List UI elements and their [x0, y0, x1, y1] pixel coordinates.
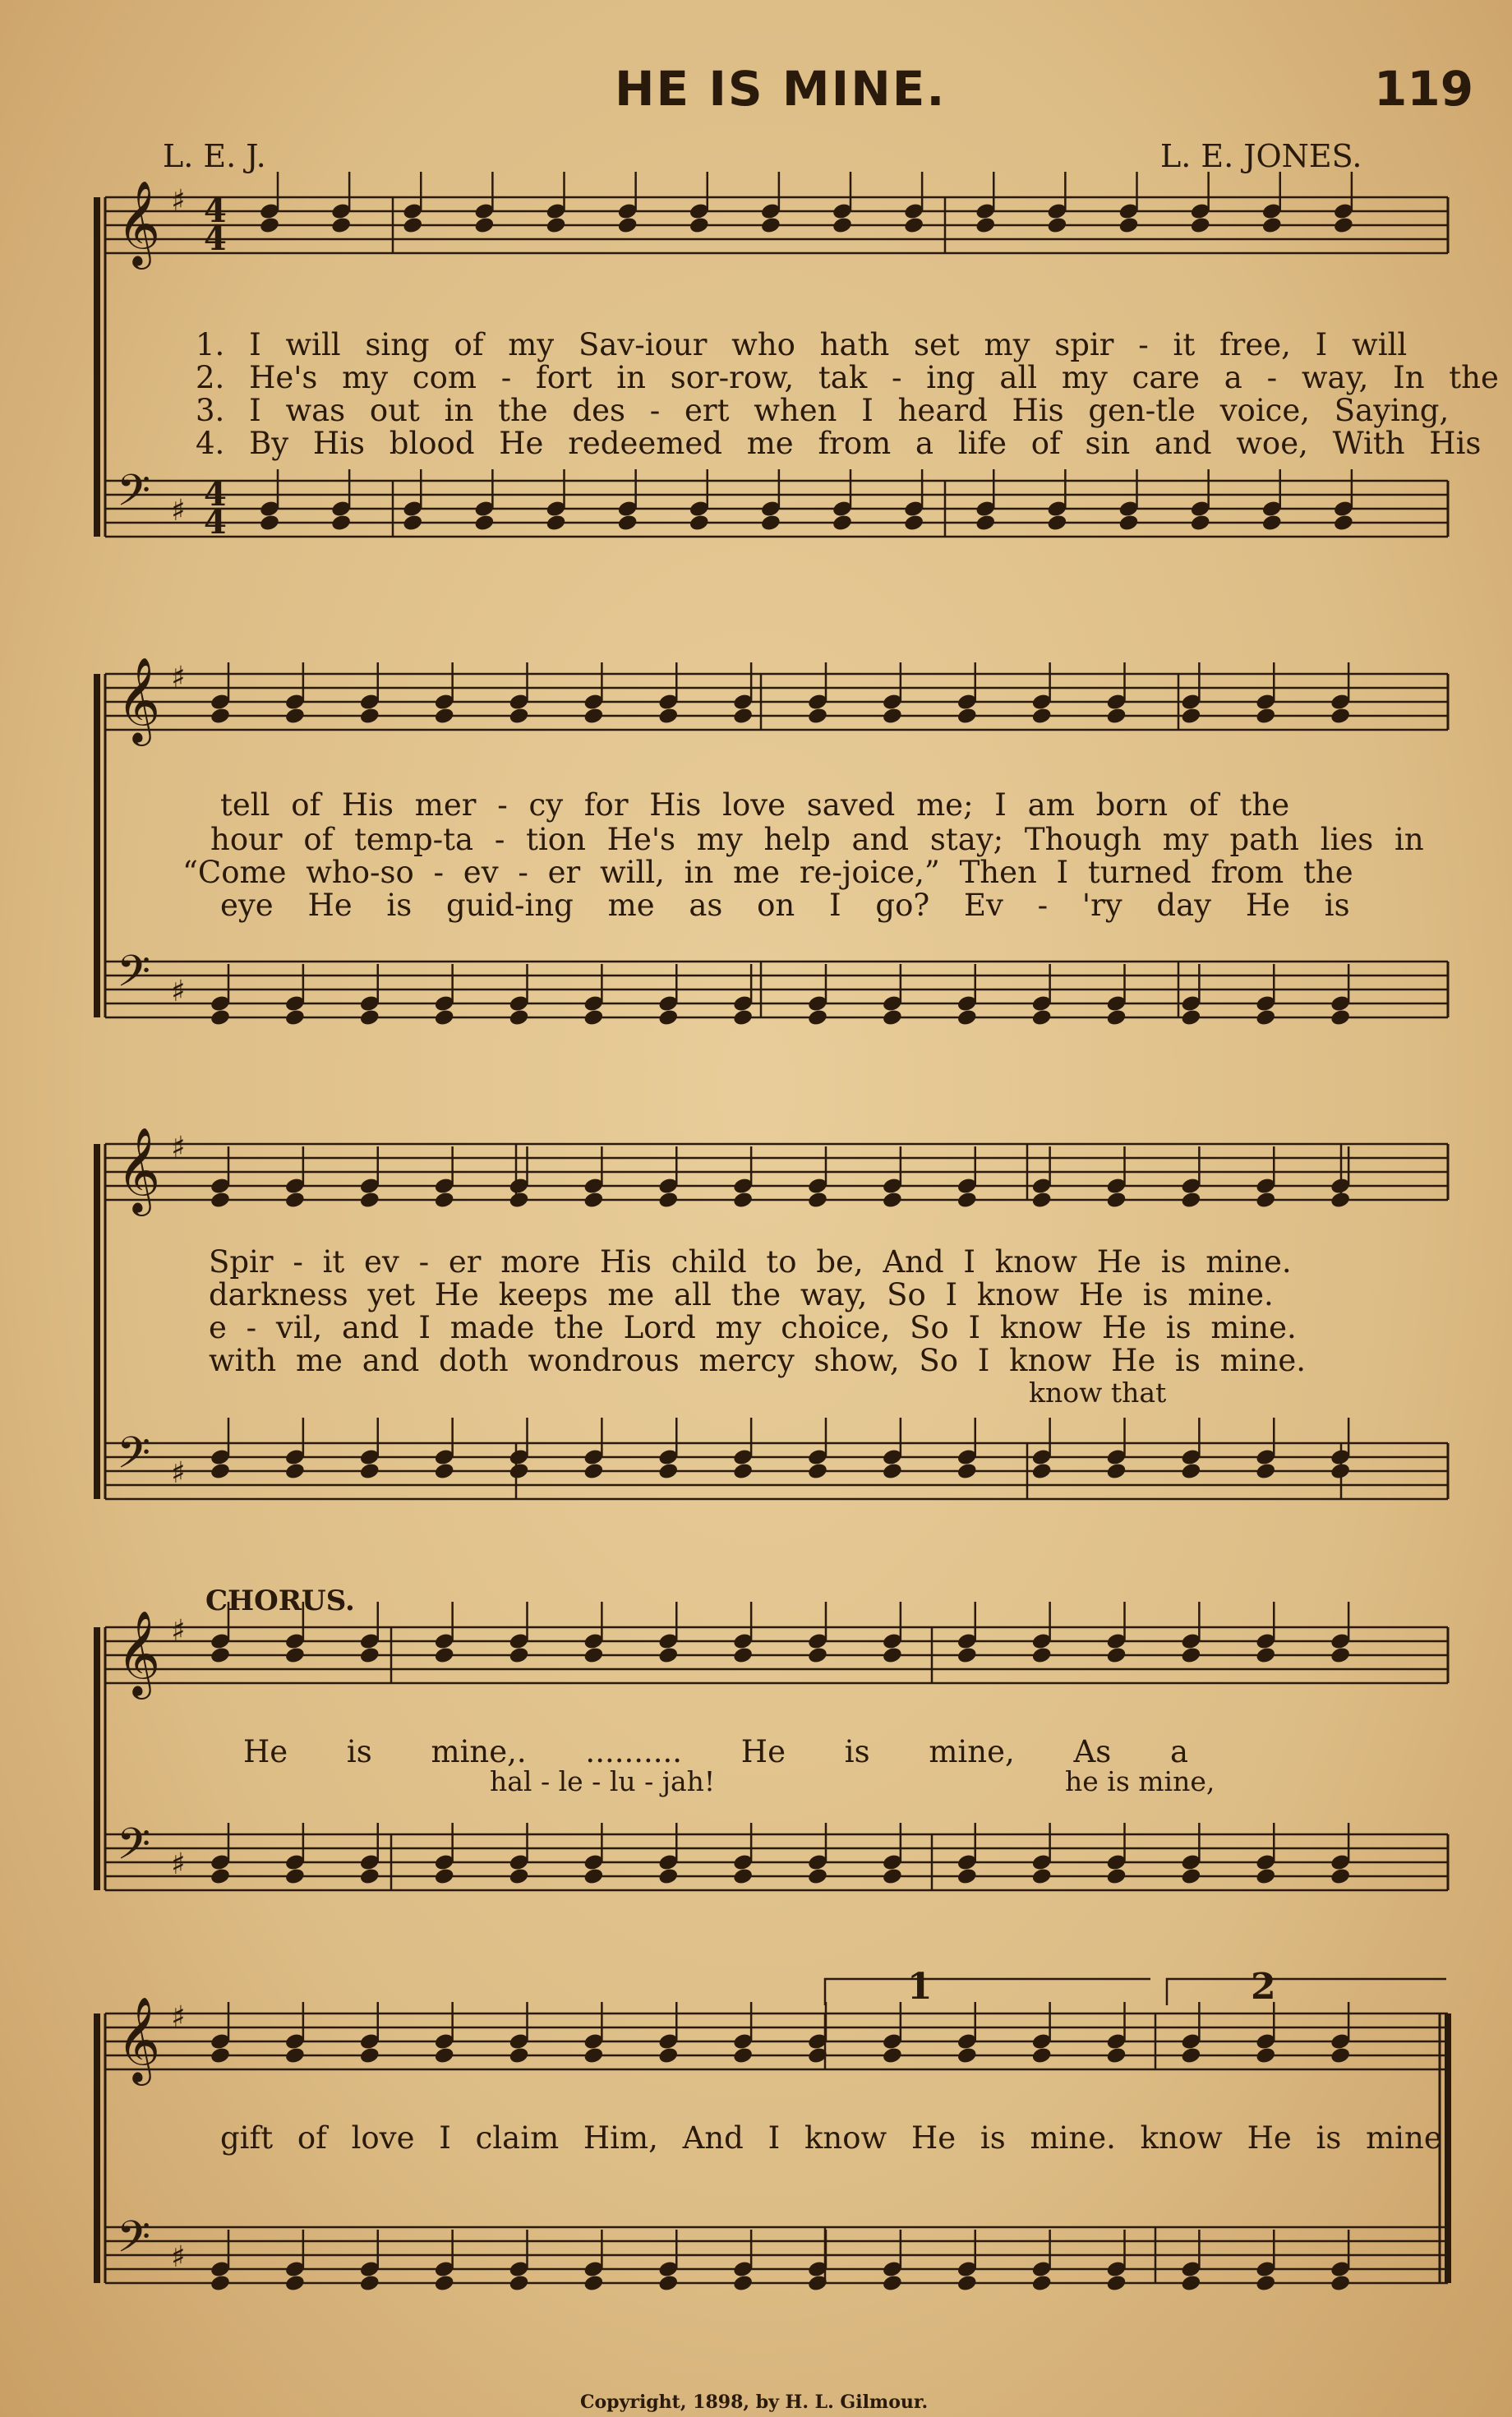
note-head [807, 1867, 828, 1886]
note-head [284, 1646, 306, 1665]
note-head [657, 1867, 679, 1886]
note-head [1180, 707, 1201, 726]
bass-clef-icon: 𝄢 [117, 1428, 151, 1489]
note-head [1330, 2274, 1351, 2293]
note-head [882, 1008, 903, 1027]
note-head [210, 707, 231, 726]
note-head [975, 514, 996, 533]
note-head [434, 1867, 455, 1886]
note-head [1255, 1867, 1276, 1886]
note-head [1105, 1191, 1127, 1210]
note-head [807, 707, 828, 726]
note-head [1031, 1462, 1053, 1481]
note-head [1333, 216, 1354, 235]
note-head [807, 1462, 828, 1481]
note-head [832, 514, 853, 533]
composer-credit: L. E. JONES. [1160, 138, 1362, 174]
bass-clef-icon: 𝄢 [117, 466, 151, 527]
note-head [1330, 1462, 1351, 1481]
note-head [359, 1462, 380, 1481]
sharp-icon: ♯ [171, 1614, 186, 1648]
note-head [657, 1191, 679, 1210]
note-head [473, 514, 495, 533]
first-ending-bracket [825, 1979, 1150, 2005]
note-head [1105, 1867, 1127, 1886]
note-head [284, 2046, 306, 2065]
note-head [957, 1867, 978, 1886]
note-head [732, 707, 754, 726]
chorus-alto-hallelujah: hal - le - lu - jah! [490, 1765, 716, 1797]
note-head [359, 1646, 380, 1665]
sharp-icon: ♯ [171, 661, 186, 694]
note-head [583, 2046, 604, 2065]
note-head [903, 514, 924, 533]
note-head [210, 1867, 231, 1886]
note-head [359, 707, 380, 726]
note-head [1330, 2046, 1351, 2065]
sharp-icon: ♯ [171, 2240, 186, 2274]
note-head [210, 2046, 231, 2065]
note-head [434, 1646, 455, 1665]
treble-clef-icon: 𝄞 [117, 180, 161, 266]
note-head [508, 1191, 529, 1210]
note-head [1255, 707, 1276, 726]
note-head [882, 707, 903, 726]
note-head [957, 1191, 978, 1210]
note-head [359, 1008, 380, 1027]
note-head [882, 1191, 903, 1210]
note-head [689, 514, 710, 533]
note-head [210, 1646, 231, 1665]
note-head [957, 2046, 978, 2065]
note-head [1118, 514, 1139, 533]
note-head [259, 514, 280, 533]
note-head [1180, 1191, 1201, 1210]
note-head [1046, 514, 1067, 533]
time-signature-treble: 4 [204, 219, 227, 258]
note-head [508, 2046, 529, 2065]
verse-1-line-3: Spir - it ev - er more His child to be, And I know He is mine. [209, 1244, 1292, 1280]
note-head [508, 1867, 529, 1886]
sharp-icon: ♯ [171, 1131, 186, 1165]
treble-clef-icon: 𝄞 [117, 1996, 161, 2083]
note-head [284, 1008, 306, 1027]
note-head [1330, 1867, 1351, 1886]
verse-1-line-1: 1. I will sing of my Sav-iour who hath set my spir - it free, I will [196, 327, 1408, 362]
note-head [882, 1462, 903, 1481]
note-head [1105, 2274, 1127, 2293]
note-head [508, 1008, 529, 1027]
time-signature-bass: 4 [204, 503, 227, 542]
verse-1-line-2: tell of His mer - cy for His love saved me; I am born of the [220, 787, 1290, 823]
sharp-icon: ♯ [171, 1456, 186, 1490]
note-head [434, 1462, 455, 1481]
note-head [1105, 1462, 1127, 1481]
note-head [1031, 1008, 1053, 1027]
note-head [1180, 1867, 1201, 1886]
chorus-label: CHORUS. [205, 1584, 355, 1617]
note-head [957, 707, 978, 726]
note-head [760, 514, 781, 533]
note-head [210, 1008, 231, 1027]
note-head [1333, 514, 1354, 533]
treble-clef-icon: 𝄞 [117, 1610, 161, 1696]
note-head [732, 1646, 754, 1665]
note-head [1105, 2046, 1127, 2065]
note-head [732, 1462, 754, 1481]
note-head [359, 2274, 380, 2293]
note-head [882, 2274, 903, 2293]
sharp-icon: ♯ [171, 975, 186, 1008]
note-head [434, 2046, 455, 2065]
note-head [1105, 707, 1127, 726]
lyricist-credit: L. E. J. [163, 138, 266, 174]
note-head [1031, 1646, 1053, 1665]
note-head [689, 216, 710, 235]
verse-2-line-3: darkness yet He keeps me all the way, So I know He is mine. [209, 1277, 1274, 1312]
note-head [1255, 1008, 1276, 1027]
note-head [508, 707, 529, 726]
note-head [210, 2274, 231, 2293]
note-head [508, 2274, 529, 2293]
note-head [1180, 2046, 1201, 2065]
treble-clef-icon: 𝄞 [117, 1127, 161, 1213]
note-head [1046, 216, 1067, 235]
chorus-lyric-line-2: gift of love I claim Him, And I know He is mine. know He is mine. [220, 2120, 1452, 2156]
note-head [1255, 2274, 1276, 2293]
sharp-icon: ♯ [171, 494, 186, 528]
sharp-icon: ♯ [171, 2000, 186, 2034]
note-head [732, 2046, 754, 2065]
note-head [732, 1867, 754, 1886]
note-head [957, 2274, 978, 2293]
copyright-notice: Copyright, 1898, by H. L. Gilmour. [580, 2392, 929, 2413]
note-head [1261, 216, 1283, 235]
hymn-title: HE IS MINE. [615, 61, 947, 117]
verse-4-line-2: eye He is guid-ing me as on I go? Ev - 'ry day He is [220, 888, 1350, 923]
note-head [402, 514, 423, 533]
note-head [473, 216, 495, 235]
note-head [434, 1008, 455, 1027]
note-head [583, 1008, 604, 1027]
note-head [284, 1867, 306, 1886]
sharp-icon: ♯ [171, 184, 186, 218]
note-head [1180, 1646, 1201, 1665]
note-head [210, 1462, 231, 1481]
sharp-icon: ♯ [171, 1847, 186, 1881]
note-head [359, 2046, 380, 2065]
note-head [1261, 514, 1283, 533]
note-head [807, 1008, 828, 1027]
note-head [210, 1191, 231, 1210]
chorus-lyric-line-1: He is mine,. .......... He is mine, As a [243, 1734, 1189, 1769]
note-head [957, 1008, 978, 1027]
note-head [1105, 1646, 1127, 1665]
note-head [1180, 1462, 1201, 1481]
verse-3-line-3: e - vil, and I made the Lord my choice, So I know He is mine. [209, 1310, 1297, 1345]
second-ending-number: 2 [1251, 1966, 1276, 2008]
note-head [545, 514, 566, 533]
verse-3-line-1: 3. I was out in the des - ert when I heard His gen-tle voice, Saying, [196, 393, 1450, 428]
note-head [583, 1646, 604, 1665]
verse-4-line-1: 4. By His blood He redeemed me from a life of sin and woe, With His [196, 426, 1482, 461]
note-head [1031, 707, 1053, 726]
note-head [832, 216, 853, 235]
note-head [284, 1191, 306, 1210]
note-head [1330, 1191, 1351, 1210]
note-head [617, 216, 638, 235]
verse-2-line-1: 2. He's my com - fort in sor-row, tak - ing all my care a - way, In the [196, 360, 1499, 395]
note-head [807, 1646, 828, 1665]
note-head [657, 1646, 679, 1665]
note-head [1031, 1191, 1053, 1210]
note-head [583, 707, 604, 726]
note-head [732, 1191, 754, 1210]
note-head [760, 216, 781, 235]
bass-clef-icon: 𝄢 [117, 947, 151, 1008]
note-head [434, 1191, 455, 1210]
verse-3-line-2: “Come who-so - ev - er will, in me re-joice,” Then I turned from the [182, 855, 1353, 890]
note-head [1330, 707, 1351, 726]
treble-clef-icon: 𝄞 [117, 657, 161, 743]
note-head [1255, 2046, 1276, 2065]
note-head [657, 1462, 679, 1481]
note-head [434, 2274, 455, 2293]
note-head [1190, 514, 1211, 533]
note-head [545, 216, 566, 235]
note-head [1190, 216, 1211, 235]
note-head [508, 1462, 529, 1481]
note-head [1255, 1646, 1276, 1665]
note-head [657, 2274, 679, 2293]
note-head [903, 216, 924, 235]
chorus-alto-he-is-mine: he is mine, [1065, 1765, 1215, 1797]
note-head [1031, 1867, 1053, 1886]
note-head [402, 216, 423, 235]
time-signature-bass: 4 [204, 475, 227, 514]
note-head [583, 1867, 604, 1886]
bass-lyric-know-that: know that [1029, 1377, 1167, 1409]
note-head [284, 707, 306, 726]
note-head [657, 2046, 679, 2065]
second-ending-bracket [1167, 1979, 1446, 2005]
note-head [807, 1191, 828, 1210]
note-head [434, 707, 455, 726]
note-head [359, 1191, 380, 1210]
note-head [1031, 2274, 1053, 2293]
note-head [330, 216, 352, 235]
note-head [284, 1462, 306, 1481]
note-head [1180, 1008, 1201, 1027]
note-head [259, 216, 280, 235]
note-head [359, 1867, 380, 1886]
note-head [1255, 1462, 1276, 1481]
time-signature-treble: 4 [204, 191, 227, 230]
note-head [1330, 1008, 1351, 1027]
note-head [1330, 1646, 1351, 1665]
note-head [583, 2274, 604, 2293]
page-number: 119 [1374, 61, 1474, 117]
note-head [1031, 2046, 1053, 2065]
bass-clef-icon: 𝄢 [117, 1820, 151, 1880]
note-head [284, 2274, 306, 2293]
note-head [957, 1462, 978, 1481]
note-head [882, 2046, 903, 2065]
note-head [657, 1008, 679, 1027]
note-head [1180, 2274, 1201, 2293]
note-head [1255, 1191, 1276, 1210]
note-head [882, 1867, 903, 1886]
bass-clef-icon: 𝄢 [117, 2212, 151, 2273]
note-head [732, 1008, 754, 1027]
note-head [732, 2274, 754, 2293]
note-head [330, 514, 352, 533]
note-head [617, 514, 638, 533]
note-head [583, 1191, 604, 1210]
first-ending-number: 1 [907, 1966, 933, 2008]
note-head [508, 1646, 529, 1665]
note-head [657, 707, 679, 726]
note-head [882, 1646, 903, 1665]
verse-4-line-3: with me and doth wondrous mercy show, So I know He is mine. [209, 1343, 1307, 1378]
note-head [975, 216, 996, 235]
verse-2-line-2: hour of temp-ta - tion He's my help and stay; Though my path lies in [210, 822, 1424, 857]
note-head [1118, 216, 1139, 235]
note-head [1105, 1008, 1127, 1027]
note-head [583, 1462, 604, 1481]
note-head [957, 1646, 978, 1665]
